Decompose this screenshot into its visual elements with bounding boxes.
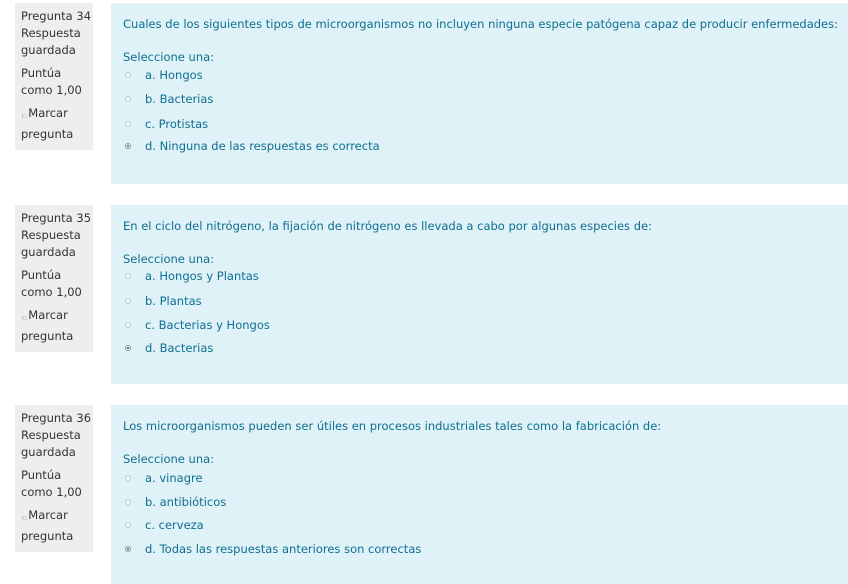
radio-button[interactable] [125,96,131,102]
option-label[interactable]: d. Todas las respuestas anteriores son correctas [145,542,422,556]
option-label[interactable]: a. Hongos y Plantas [145,269,259,283]
answer-option-d[interactable] [125,541,421,557]
question-info-36 [15,405,93,552]
answer-option-d[interactable] [125,340,213,356]
option-label[interactable]: a. vinagre [145,471,203,485]
question-label: Pregunta [21,211,73,225]
answer-option-b[interactable] [125,91,213,107]
radio-button[interactable] [125,72,131,78]
question-info-34 [15,3,93,150]
question-label: Pregunta [21,9,73,23]
option-label[interactable]: c. Protistas [145,117,209,131]
question-content-36 [111,405,848,584]
question-number: 34 [76,9,92,23]
question-text: En el ciclo del nitrógeno, la fijación de nitrógeno es llevada a cabo por algunas especies de: [123,219,652,233]
flag-icon[interactable]: ⚐ [21,315,28,323]
flag-icon[interactable]: ⚐ [21,113,28,121]
answer-option-a[interactable] [125,268,259,284]
radio-button[interactable] [125,475,131,481]
answer-option-b[interactable] [125,293,202,309]
question-number: 35 [76,211,92,225]
question-text: Cuales de los siguientes tipos de microorganismos no incluyen ninguna especie patógena capaz de producir enfermedades: [123,17,838,31]
radio-button-selected[interactable] [125,143,131,149]
answer-prompt: Seleccione una: [123,452,215,466]
question-content-34 [111,3,848,184]
question-text: Los microorganismos pueden ser útiles en procesos industriales tales como la fabricación de: [123,419,662,433]
answer-option-a[interactable] [125,470,203,486]
answer-option-b[interactable] [125,494,226,510]
question-state: Respuesta guardada [21,228,81,259]
question-number: 36 [76,411,92,425]
answer-prompt: Seleccione una: [123,50,215,64]
option-label[interactable]: b. antibióticos [145,495,227,509]
option-label[interactable]: b. Bacterias [145,92,214,106]
radio-button-selected[interactable] [125,546,131,552]
question-state: Respuesta guardada [21,26,81,57]
option-label[interactable]: c. Bacterias y Hongos [145,318,270,332]
option-label[interactable]: a. Hongos [145,68,203,82]
option-label[interactable]: b. Plantas [145,294,202,308]
flag-question-link[interactable]: ⚐Marcar pregunta [21,308,74,343]
radio-button-selected[interactable] [125,345,131,351]
flag-icon[interactable]: ⚐ [21,515,28,523]
answer-option-c[interactable] [125,517,204,533]
answer-option-c[interactable] [125,317,270,333]
question-content-35 [111,205,848,384]
question-grade: Puntúa como 1,00 [21,66,82,97]
flag-question-link[interactable]: ⚐Marcar pregunta [21,106,74,141]
option-label[interactable]: d. Bacterias [145,341,214,355]
question-grade: Puntúa como 1,00 [21,468,82,499]
radio-button[interactable] [125,273,131,279]
radio-button[interactable] [125,522,131,528]
radio-button[interactable] [125,121,131,127]
question-label: Pregunta [21,411,73,425]
answer-prompt: Seleccione una: [123,252,215,266]
answer-option-c[interactable] [125,116,208,132]
flag-question-link[interactable]: ⚐Marcar pregunta [21,508,74,543]
answer-option-a[interactable] [125,67,203,83]
question-grade: Puntúa como 1,00 [21,268,82,299]
question-state: Respuesta guardada [21,428,81,459]
option-label[interactable]: c. cerveza [145,518,204,532]
radio-button[interactable] [125,499,131,505]
answer-option-d[interactable] [125,138,380,154]
radio-button[interactable] [125,322,131,328]
option-label[interactable]: d. Ninguna de las respuestas es correcta [145,139,380,153]
question-info-35 [15,205,93,352]
radio-button[interactable] [125,298,131,304]
